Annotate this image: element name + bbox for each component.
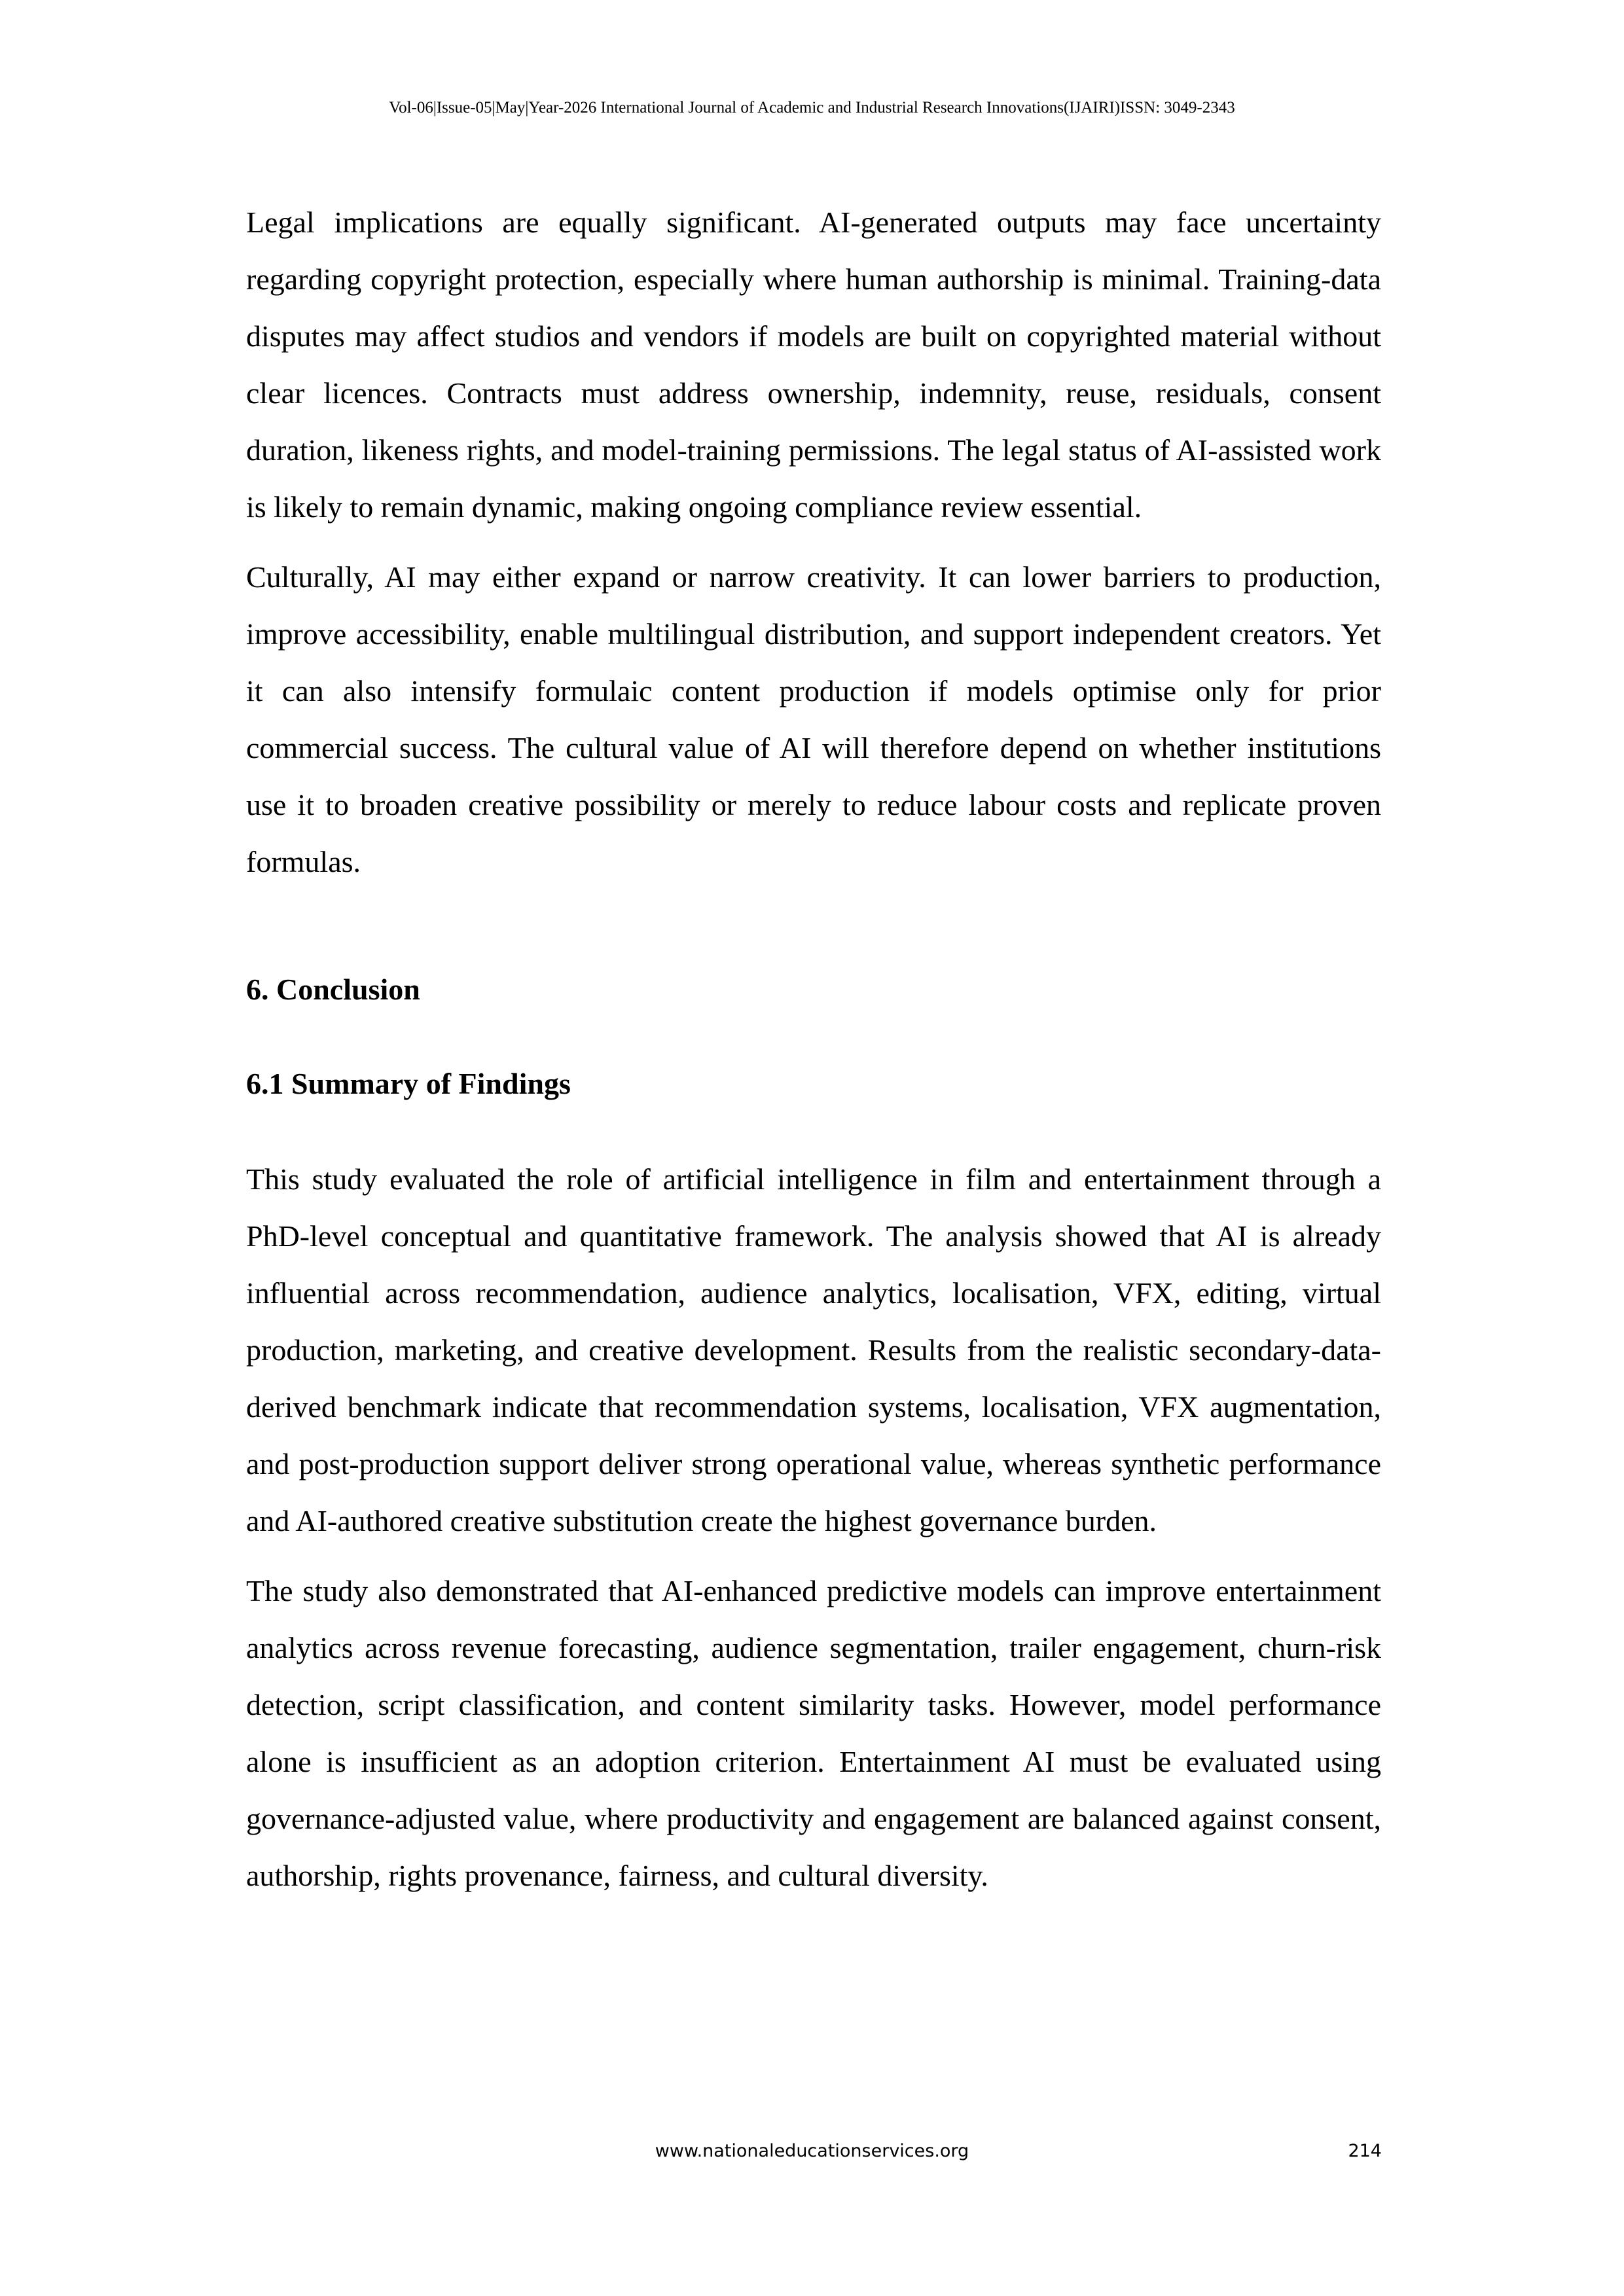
- footer-website: www.nationaleducationservices.org: [655, 2141, 969, 2161]
- section-heading: 6. Conclusion: [246, 973, 420, 1006]
- body-paragraph: Culturally, AI may either expand or narrow creativity. It can lower barriers to production, improve accessibility, enable multilingual distribution, and support independent creators. Yet it can also intensify formulaic content production if models optimise only for prior commercial success. The cultural value of AI will therefore depend on whether institutions use it to broaden creative possibility or merely to reduce labour costs and replicate proven formulas.: [246, 560, 1381, 878]
- page-content: [246, 194, 1381, 1917]
- body-paragraph: Legal implications are equally significant. AI-generated outputs may face uncertainty regarding copyright protection, especially where human authorship is minimal. Training-data disputes may affect studios and vendors if models are built on copyrighted material without clear licences. Contracts must address ownership, indemnity, reuse, residuals, consent duration, likeness rights, and model-training permissions. The legal status of AI-assisted work is likely to remain dynamic, making ongoing compliance review essential.: [246, 206, 1381, 524]
- body-paragraph: The study also demonstrated that AI-enhanced predictive models can improve entertainment analytics across revenue forecasting, audience segmentation, trailer engagement, churn-risk detection, script classification, and content similarity tasks. However, model performance alone is insufficient as an adoption criterion. Entertainment AI must be evaluated using governance-adjusted value, where productivity and engagement are balanced against consent, authorship, rights provenance, fairness, and cultural diversity.: [246, 1574, 1381, 1892]
- subsection-heading: 6.1 Summary of Findings: [246, 1067, 571, 1100]
- page-number: 214: [1348, 2141, 1382, 2161]
- running-header: Vol-06|Issue-05|May|Year-2026 International Journal of Academic and Industrial Research Innovations(IJAIRI)ISSN: 3049-2343: [389, 99, 1235, 117]
- body-paragraph: This study evaluated the role of artificial intelligence in film and entertainment through a PhD-level conceptual and quantitative framework. The analysis showed that AI is already influential across recommendation, audience analytics, localisation, VFX, editing, virtual production, marketing, and creative development. Results from the realistic secondary-data-derived benchmark indicate that recommendation systems, localisation, VFX augmentation, and post-production support deliver strong operational value, whereas synthetic performance and AI-authored creative substitution create the highest governance burden.: [246, 1162, 1381, 1537]
